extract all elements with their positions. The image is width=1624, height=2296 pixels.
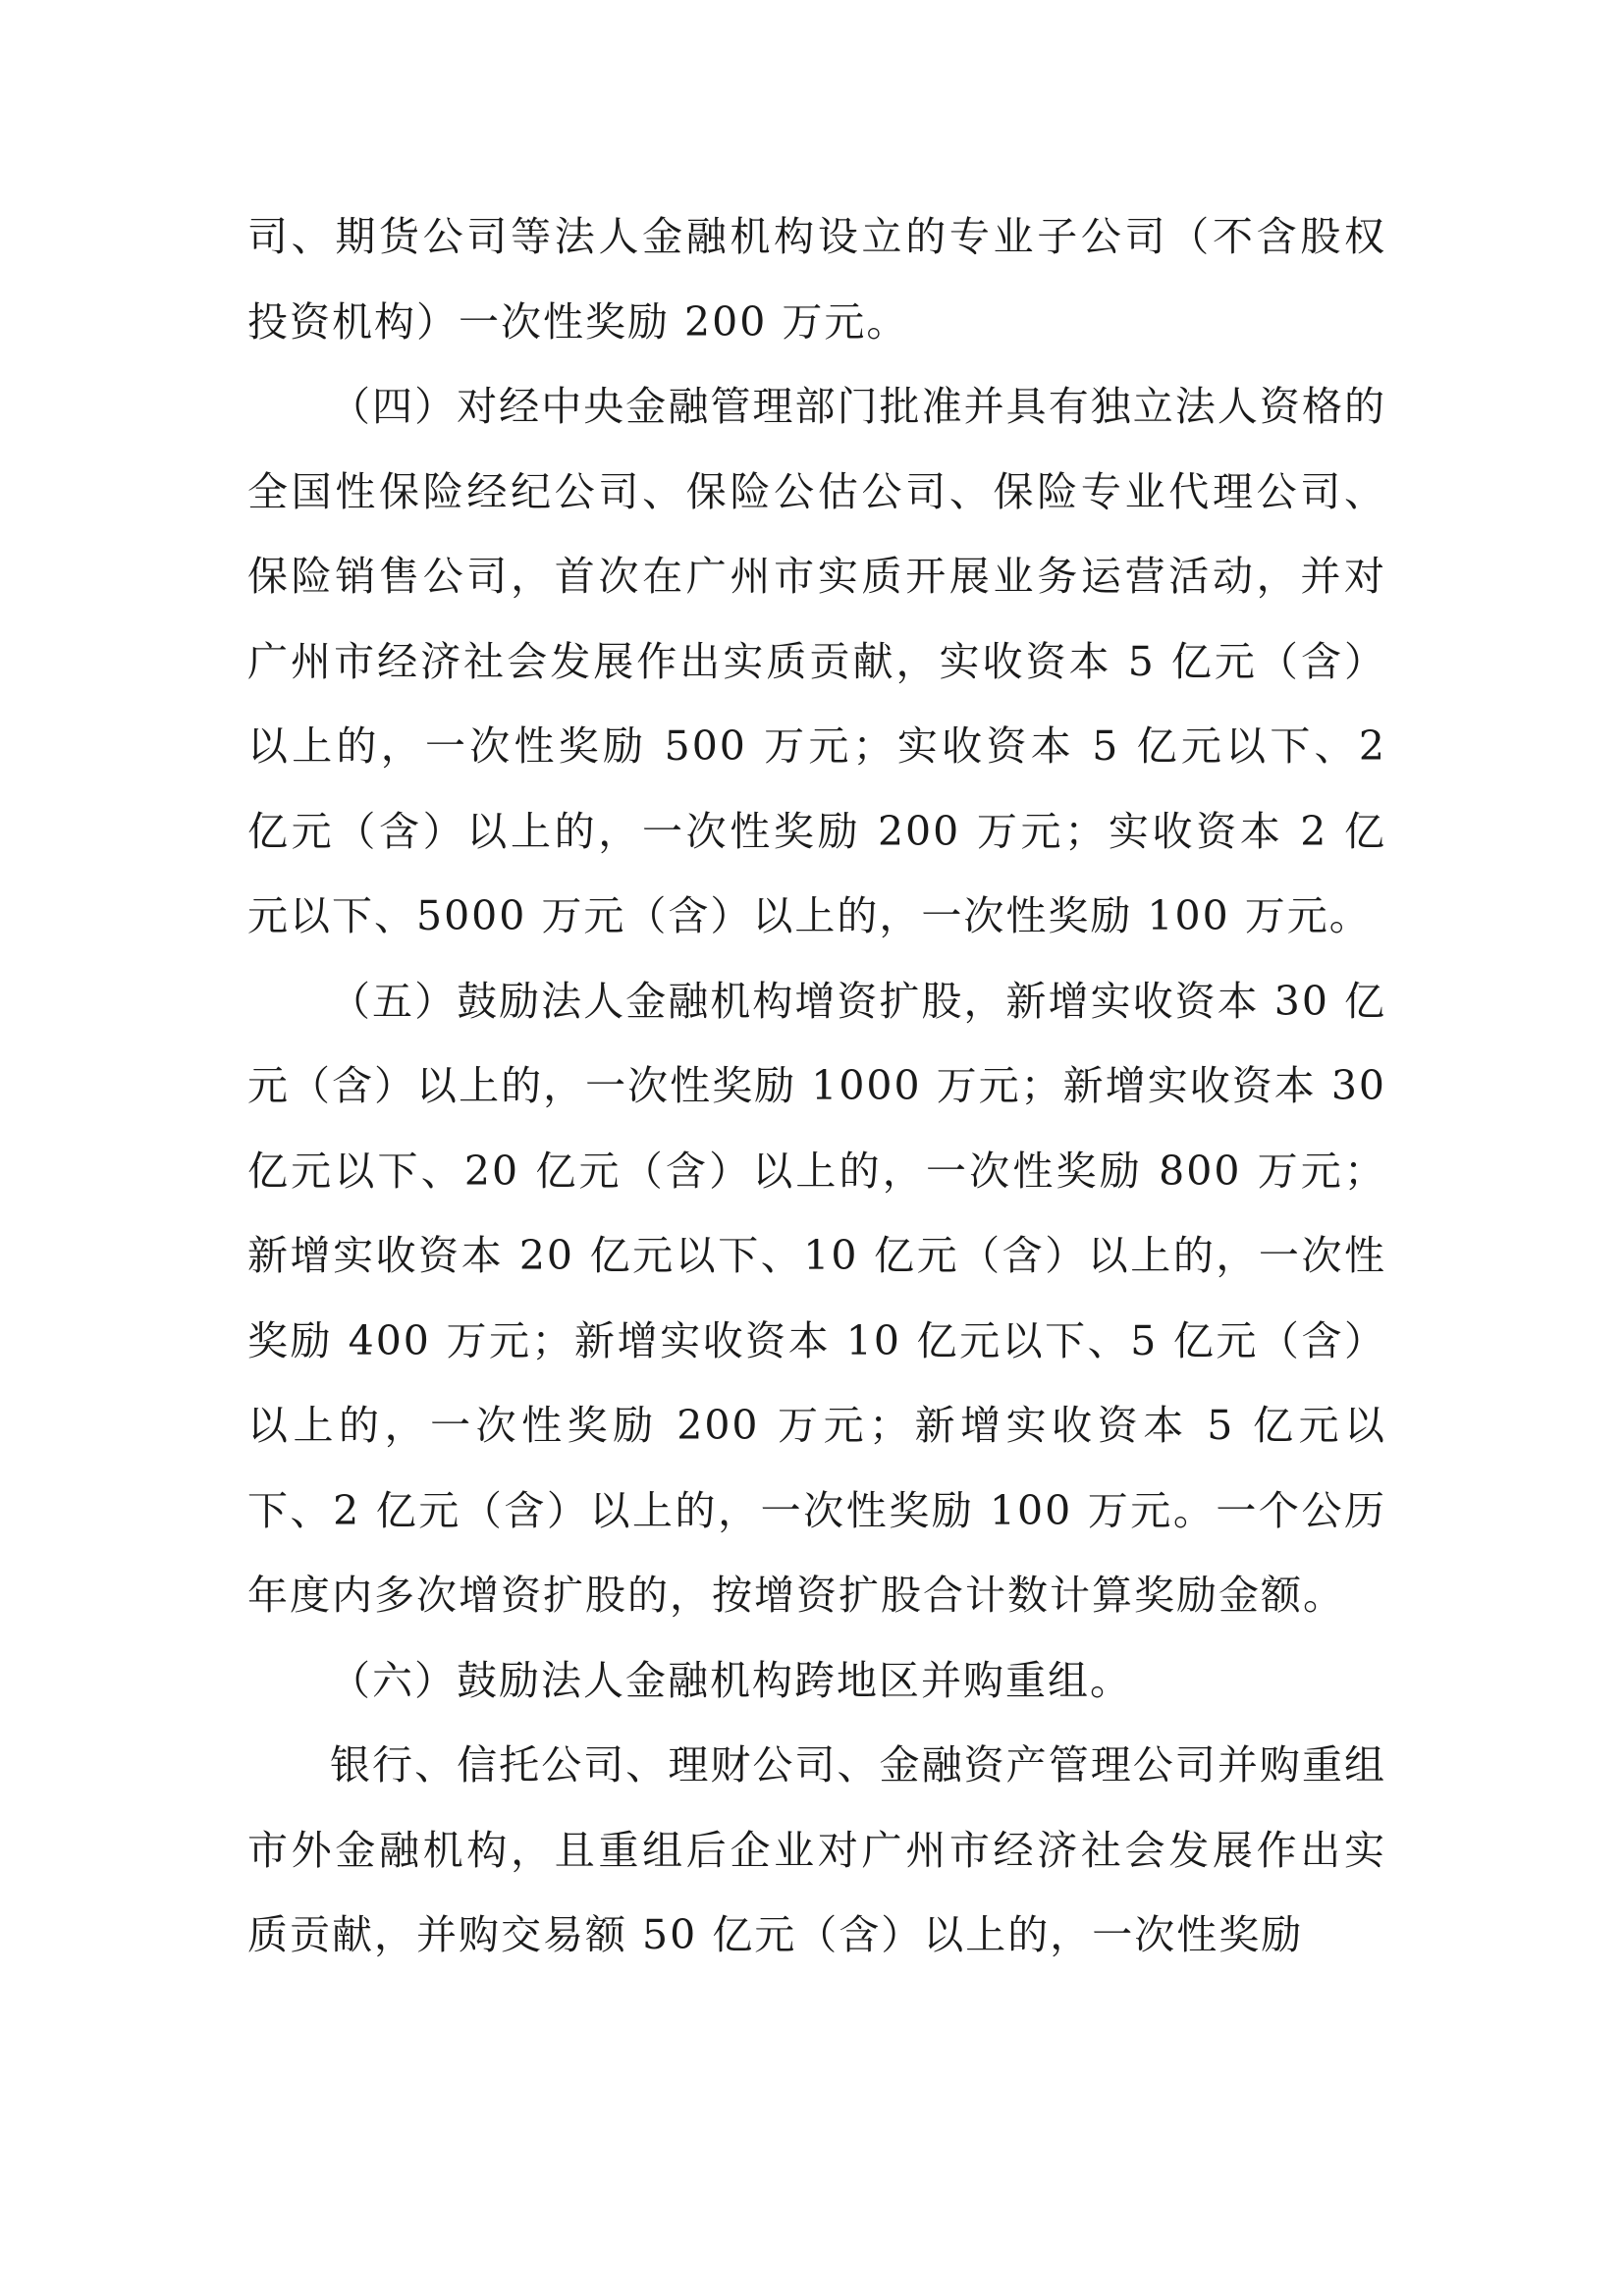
paragraph-item-5: （五）鼓励法人金融机构增资扩股，新增实收资本 30 亿元（含）以上的，一次性奖励 1000 万元；新增实收资本 30 亿元以下、20 亿元（含）以上的，一次性奖励 800 万元；新增实收资本 20 亿元以下、10 亿元（含）以上的，一次性奖励 400 万元；新增实收资本 10 亿元以下、5 亿元（含）以上的，一次性奖励 200 万元；新增实收资本 5 亿元以下、2 亿元（含）以上的，一次性奖励 100 万元。一个公历年度内多次增资扩股的，按增资扩股合计数计算奖励金额。 bbox=[247, 977, 1386, 1619]
paragraph-item-4: （四）对经中央金融管理部门批准并具有独立法人资格的全国性保险经纪公司、保险公估公司、保险专业代理公司、保险销售公司，首次在广州市实质开展业务运营活动，并对广州市经济社会发展作出实质贡献，实收资本 5 亿元（含）以上的，一次性奖励 500 万元；实收资本 5 亿元以下、2 亿元（含）以上的，一次性奖励 200 万元；实收资本 2 亿元以下、5000 万元（含）以上的，一次性奖励 100 万元。 bbox=[247, 383, 1386, 939]
document-body bbox=[247, 194, 1386, 1978]
paragraph-item-6-detail: 银行、信托公司、理财公司、金融资产管理公司并购重组市外金融机构，且重组后企业对广州市经济社会发展作出实质贡献，并购交易额 50 亿元（含）以上的，一次性奖励 bbox=[247, 1741, 1386, 1958]
paragraph-item-6: （六）鼓励法人金融机构跨地区并购重组。 bbox=[330, 1656, 1132, 1704]
paragraph-continuation: 司、期货公司等法人金融机构设立的专业子公司（不含股权投资机构）一次性奖励 200 万元。 bbox=[247, 213, 1386, 346]
